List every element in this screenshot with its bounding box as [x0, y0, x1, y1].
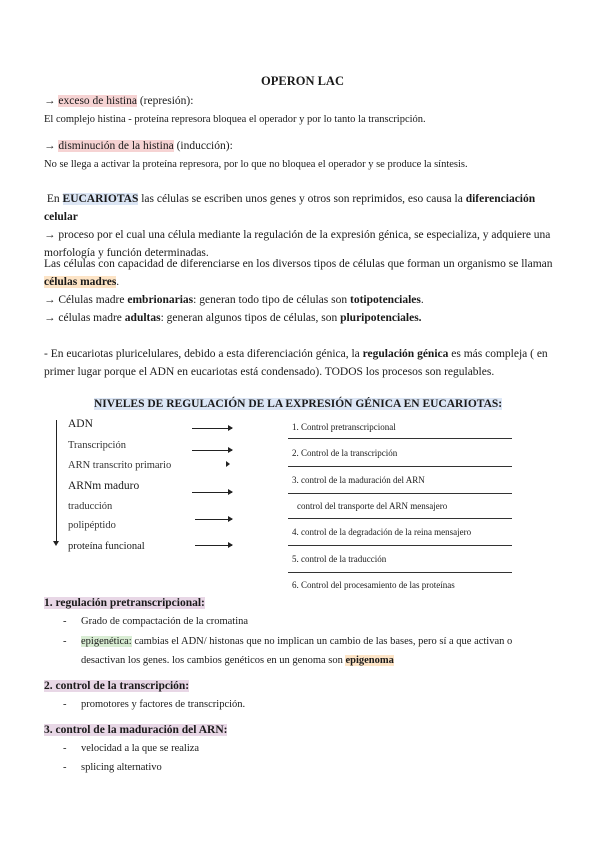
exceso-text: El complejo histina - proteína represora bloquea el operador y por lo tanto la transcripción. [44, 114, 426, 125]
arrow-icon [192, 492, 232, 493]
s2-dash-1: - [63, 699, 67, 710]
arrow-icon [226, 461, 230, 467]
epigenoma-term: epigenoma [345, 655, 394, 666]
s3-heading: 3. control de la maduración del ARN: [44, 724, 228, 736]
eucariotas-term: EUCARIOTAS [62, 193, 139, 205]
s1-dash-2: - [63, 636, 67, 647]
pluripotenciales-term: pluripotenciales. [340, 312, 422, 324]
s1-bullet-2: epigenética: cambias el ADN/ histonas que no implican un cambio de las bases, pero sí a que activan o [81, 636, 513, 647]
s1-bullet-1: Grado de compactación de la cromatina [81, 616, 249, 627]
s3-dash-2: - [63, 762, 67, 773]
dism-text: No se llega a activar la proteína represora, por lo que no bloquea el operador y se produce la síntesis. [44, 159, 468, 170]
s3-bullet-2: splicing alternativo [81, 762, 162, 773]
s1-heading: 1. regulación pretranscripcional: [44, 597, 205, 609]
divider [288, 518, 512, 519]
madres-line-1: Las células con capacidad de diferenciarse en los diversos tipos de células que forman un organismo se llaman [44, 258, 553, 270]
right-item-transport: control del transporte del ARN mensajero [297, 501, 448, 511]
eucariotas-paragraph [44, 190, 564, 262]
pluri-line-1: - En eucariotas pluricelulares, debido a esta diferenciación génica, la regulación génica es más compleja ( en [44, 348, 548, 360]
arrow-icon [192, 428, 232, 429]
diagram-vertical-line [56, 420, 57, 542]
dism-line [44, 140, 233, 152]
eucariotas-line-2: → proceso por el cual una célula mediante la regulación de la expresión génica, se especializa, y adquiere una [44, 229, 551, 241]
exceso-suffix: (represión): [136, 95, 194, 107]
eucariotas-line-1: En EUCARIOTAS las células se escriben unos genes y otros son reprimidos, eso causa la diferenciación celular [44, 193, 536, 223]
s1-bullet-2-cont: desactivan los genes. los cambios genéticos en un genoma son epigenoma [81, 655, 394, 666]
adultas-term: adultas [124, 312, 161, 324]
page-title: OPERON LAC [261, 74, 344, 88]
madres-line-3: → Células madre embrionarias: generan todo tipo de células son totipotenciales. [44, 294, 424, 306]
divider [288, 572, 512, 573]
left-item-arnm-maduro: ARNm maduro [68, 480, 140, 492]
left-item-polipeptido: polipéptido [68, 520, 116, 531]
pluri-line-2: primer lugar porque el ADN en eucariotas está condensado). TODOS los procesos son regulables. [44, 366, 495, 378]
right-item-5: 5. control de la traducción [292, 554, 387, 564]
left-item-proteina: proteína funcional [68, 541, 145, 552]
embrionarias-term: embrionarias [127, 294, 194, 306]
s2-bullet-1: promotores y factores de transcripción. [81, 699, 246, 710]
pluricelulares-paragraph [44, 345, 564, 381]
s2-heading: 2. control de la transcripción: [44, 680, 190, 692]
s3-bullet-1: velocidad a la que se realiza [81, 743, 200, 754]
arrow-icon [195, 545, 232, 546]
eucariotas-line-3: morfología y función determinadas. [44, 247, 209, 259]
left-item-arn-transcrito: ARN transcrito primario [68, 460, 172, 471]
dism-label: disminución de la histina [58, 140, 174, 152]
s3-dash-1: - [63, 743, 67, 754]
right-item-4: 4. control de la degradación de la reina mensajero [292, 527, 472, 537]
divider [288, 493, 512, 494]
down-arrow-icon [53, 541, 59, 546]
arrow-icon [192, 450, 232, 451]
right-item-2: 2. Control de la transcripción [292, 448, 398, 458]
right-item-3: 3. control de la maduración del ARN [292, 475, 425, 485]
arrow-icon: → [44, 95, 56, 107]
left-item-adn: ADN [68, 418, 93, 430]
celulas-madre-paragraph [44, 255, 564, 327]
totipotenciales-term: totipotenciales [349, 294, 421, 306]
niveles-title: NIVELES DE REGULACIÓN DE LA EXPRESIÓN GÉNICA EN EUCARIOTAS: [94, 398, 503, 410]
regulacion-genica-term: regulación génica [362, 348, 449, 360]
left-item-traduccion: traducción [68, 501, 113, 512]
right-item-1: 1. Control pretranscripcional [292, 422, 396, 432]
dism-suffix: (inducción): [173, 140, 233, 152]
exceso-label: exceso de histina [58, 95, 137, 107]
exceso-line [44, 95, 193, 107]
s1-dash-1: - [63, 616, 67, 627]
divider [288, 438, 512, 439]
arrow-icon [195, 519, 232, 520]
left-item-transcripcion: Transcripción [68, 440, 126, 451]
madres-line-4: → células madre adultas: generan algunos tipos de células, son pluripotenciales. [44, 312, 422, 324]
arrow-icon: → [44, 140, 56, 152]
divider [288, 466, 512, 467]
celulas-madres-term: células madres [44, 276, 117, 288]
madres-line-2: células madres. [44, 276, 120, 288]
epigenetica-term: epigenética: [81, 636, 132, 647]
diferenciacion-term: diferenciación celular [44, 193, 536, 223]
right-item-6: 6. Control del procesamiento de las proteínas [292, 580, 455, 590]
divider [288, 545, 512, 546]
